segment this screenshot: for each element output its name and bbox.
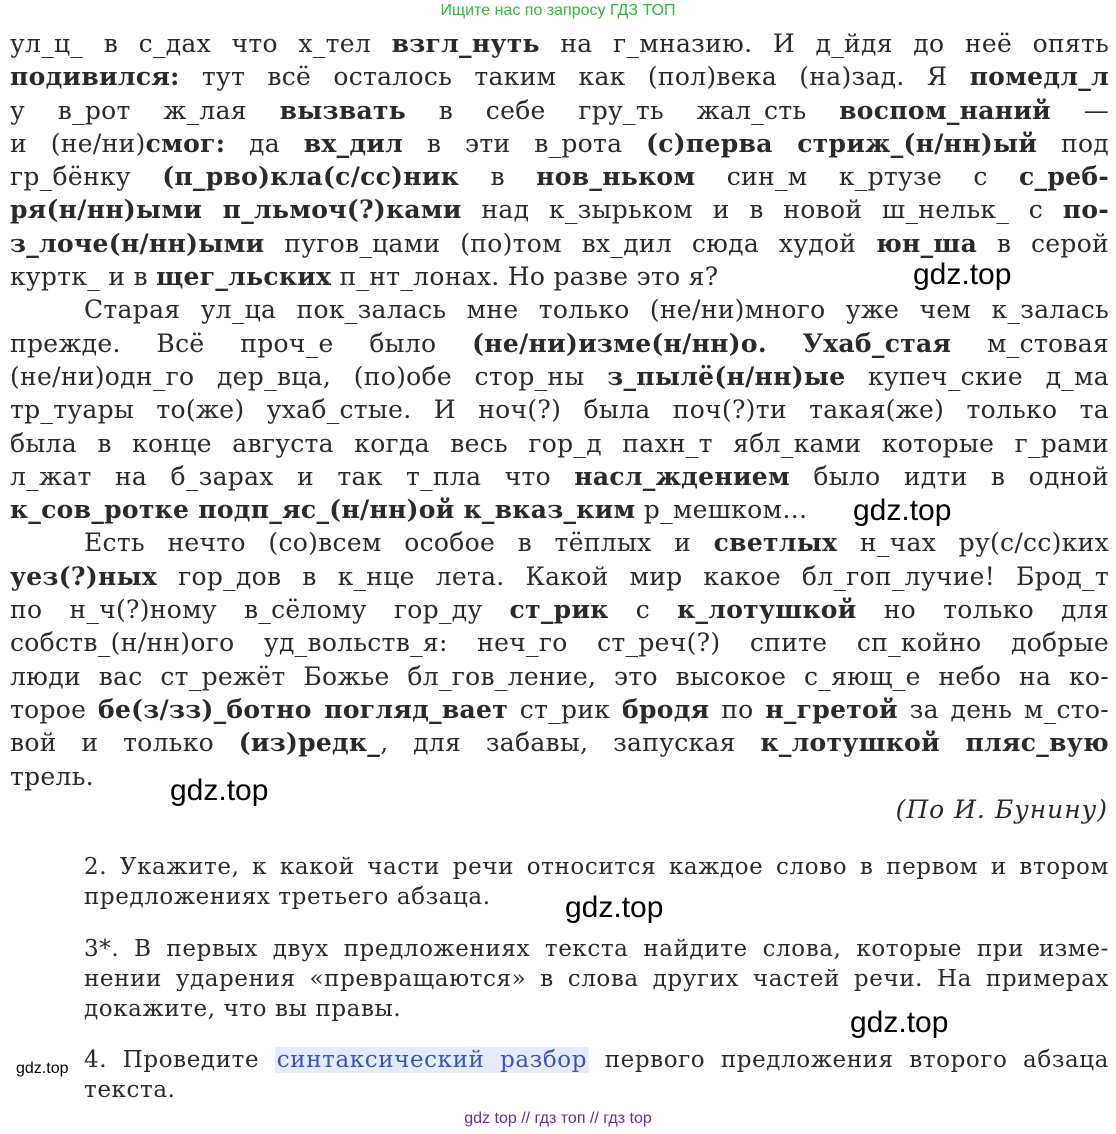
top-banner: Ищите нас по запросу ГДЗ ТОП	[440, 2, 676, 19]
text-line: к_сов_ротке подп_яс_(н/нн)ой к_вказ_ким р_мешком…	[10, 495, 808, 525]
task-3	[84, 934, 1109, 1024]
task-4	[84, 1045, 1109, 1105]
text-line: куртк_ и в щег_льских п_нт_лонах. Но разве это я?	[10, 262, 719, 292]
text-line: люди вас ст_режёт Божье бл_гов_ление, это высокое с_яющ_е небо на ко-	[10, 661, 1109, 691]
text-line: з_лоче(н/нн)ыми пугов_цами (по)том вх_дил сюда худой юн_ша в серой	[10, 228, 1110, 258]
watermark: gdz.top	[853, 494, 952, 527]
text-line: у в_рот ж_лая вызвать в себе гру_ть жал_сть воспом_наний —	[10, 95, 1109, 125]
watermark: gdz.top	[565, 891, 664, 924]
text-line: Есть нечто (со)всем особое в тёплых и светлых н_чах ру(с/сс)ких	[84, 528, 1109, 558]
task-line: нении ударения «превращаются» в слова других частей речи. На примерах	[84, 966, 1109, 992]
task-line: предложениях третьего абзаца.	[84, 884, 491, 910]
text-line: вой и только (из)редк_, для забавы, запуская к_лотушкой пляс_вую	[10, 728, 1109, 758]
task-line: докажите, что вы правы.	[84, 996, 402, 1022]
text-line: Старая ул_ца пок_залась мне только (не/ни)много уже чем к_залась	[84, 295, 1109, 325]
text-line: по н_ч(?)ному в_сёлому гор_ду ст_рик с к_лотушкой но только для	[10, 595, 1109, 625]
watermark: gdz.top	[913, 258, 1012, 291]
text-line: (не/ни)одн_го дер_вца, (по)обе стор_ны з_пылё(н/нн)ые купеч_ские д_ма	[10, 361, 1110, 391]
exercise-text	[10, 27, 1109, 793]
text-line: трель.	[10, 761, 94, 791]
text-line: прежде. Всё проч_е было (не/ни)изме(н/нн)о. Ухаб_стая м_стовая	[10, 328, 1110, 358]
text-line: л_жат на б_зарах и так т_пла что насл_ждением было идти в одной	[10, 461, 1109, 491]
text-line: и (не/ни)смог: да вх_дил в эти в_рота (с)перва стриж_(н/нн)ый под	[10, 128, 1109, 158]
author-attribution: (По И. Бунину)	[895, 795, 1108, 824]
text-line: собств_(н/нн)ого уд_вольств_я: неч_го ст_реч(?) спите сп_койно добрые	[10, 628, 1109, 658]
text-line: торое бе(з/зз)_ботно погляд_вает ст_рик бродя по н_гретой за день м_сто-	[10, 694, 1110, 724]
task-line: 3*. В первых двух предложениях текста найдите слова, которые при изме-	[84, 936, 1109, 962]
text-line: гр_бёнку (п_рво)кла(с/сс)ник в нов_ньком син_м к_ртузе с с_реб-	[10, 162, 1109, 192]
watermark-small: gdz.top	[16, 1060, 69, 1077]
task-line: 2. Укажите, к какой части речи относится каждое слово в первом и втором	[84, 854, 1109, 880]
text-line: ря(н/нн)ыми п_льмоч(?)ками над к_зырьком и в новой ш_нельк_ с по-	[10, 195, 1109, 225]
task-line	[84, 1045, 1109, 1075]
task4-rest: первого предложения второго абзаца	[604, 1047, 1109, 1073]
task4-number: 4. Проведите	[84, 1047, 260, 1073]
task-line: текста.	[84, 1077, 176, 1103]
footer-watermark: gdz top // гдз топ // гдз top	[464, 1110, 652, 1127]
text-line: ул_ц_ в с_дах что х_тел взгл_нуть на г_мназию. И д_йдя до неё опять	[10, 29, 1109, 58]
text-line: подивился: тут всё осталось таким как (пол)века (на)зад. Я помедл_л	[10, 62, 1109, 92]
text-line: была в конце августа когда весь гор_д пахн_т ябл_ками которые г_рами	[10, 428, 1109, 458]
watermark: gdz.top	[850, 1006, 949, 1039]
text-line: уез(?)ных гор_дов в к_нце лета. Какой мир какое бл_гоп_лучие! Брод_т	[10, 561, 1109, 591]
watermark: gdz.top	[170, 774, 269, 807]
text-line: тр_туары то(же) ухаб_стые. И ноч(?) была поч(?)ти такая(же) только та	[10, 395, 1109, 425]
syntax-analysis-link[interactable]: синтаксический разбор	[276, 1047, 588, 1073]
